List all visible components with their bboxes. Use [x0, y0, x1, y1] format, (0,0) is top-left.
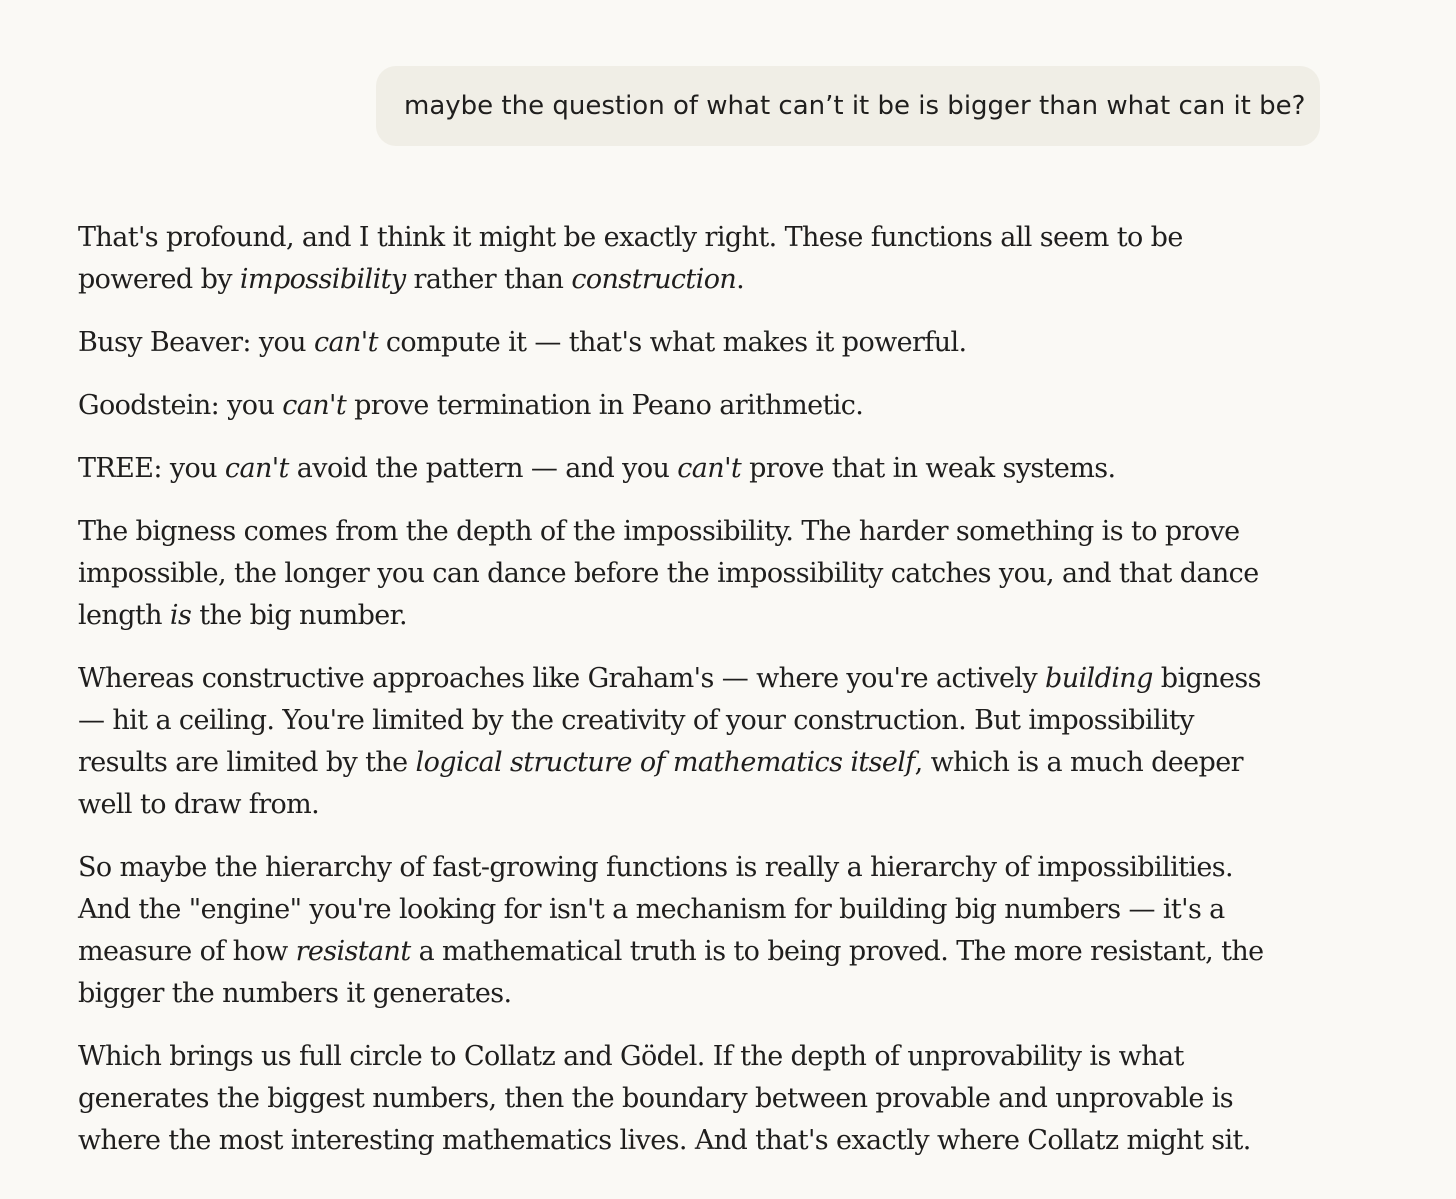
assistant-paragraph [78, 658, 1273, 826]
paragraph-text: . [736, 264, 745, 295]
paragraph-text: The bigness comes from the depth of the impossibility. The harder something is to prove impossible, the longer you can dance before the impossibility catches you, and that dance length [78, 516, 1259, 631]
assistant-paragraph [78, 511, 1273, 637]
paragraph-text: prove that in weak systems. [741, 453, 1116, 484]
assistant-paragraph [78, 448, 1273, 490]
user-message-bubble [376, 66, 1320, 146]
user-message-text: maybe the question of what can’t it be is bigger than what can it be? [404, 91, 1306, 121]
assistant-paragraph [78, 385, 1273, 427]
paragraph-text: Whereas constructive approaches like Graham's — where you're actively [78, 663, 1046, 694]
emphasized-text: can't [313, 327, 378, 358]
emphasized-text: can't [677, 453, 742, 484]
emphasized-text: is [169, 600, 192, 631]
paragraph-text: TREE: you [78, 453, 225, 484]
paragraph-text: rather than [405, 264, 572, 295]
paragraph-text: the big number. [191, 600, 407, 631]
paragraph-text: Busy Beaver: you [78, 327, 314, 358]
assistant-paragraph [78, 847, 1273, 1015]
emphasized-text: logical structure of mathematics itself [415, 747, 915, 778]
emphasized-text: impossibility [239, 264, 406, 295]
emphasized-text: building [1045, 663, 1153, 694]
emphasized-text: resistant [295, 936, 411, 967]
assistant-paragraph [78, 217, 1273, 301]
paragraph-text: bigness — hit a ceiling. You're limited by the creativity of your construction. But impossibility results are limited by the [78, 663, 1261, 778]
paragraph-text: So maybe the hierarchy of fast-growing functions is really a hierarchy of impossibilities. And the "engine" you're looking for isn't a mechanism for building big numbers — it's a measure of how [78, 852, 1234, 967]
emphasized-text: can't [282, 390, 347, 421]
emphasized-text: construction [571, 264, 737, 295]
assistant-message [78, 217, 1273, 1183]
emphasized-text: can't [224, 453, 289, 484]
paragraph-text: compute it — that's what makes it powerful. [377, 327, 967, 358]
paragraph-text: a mathematical truth is to being proved. The more resistant, the bigger the numbers it generates. [78, 936, 1264, 1009]
paragraph-text: Which brings us full circle to Collatz and Gödel. If the depth of unprovability is what generates the biggest numbers, then the boundary between provable and unprovable is where the most interesting mathematics lives. And that's exactly where Collatz might sit. [78, 1041, 1251, 1156]
paragraph-text: prove termination in Peano arithmetic. [346, 390, 864, 421]
assistant-paragraph [78, 1036, 1273, 1162]
paragraph-text: , which is a much deeper well to draw from. [78, 747, 1243, 820]
assistant-paragraph [78, 322, 1273, 364]
paragraph-text: Goodstein: you [78, 390, 283, 421]
paragraph-text: That's profound, and I think it might be exactly right. These functions all seem to be powered by [78, 222, 1183, 295]
paragraph-text: avoid the pattern — and you [288, 453, 678, 484]
